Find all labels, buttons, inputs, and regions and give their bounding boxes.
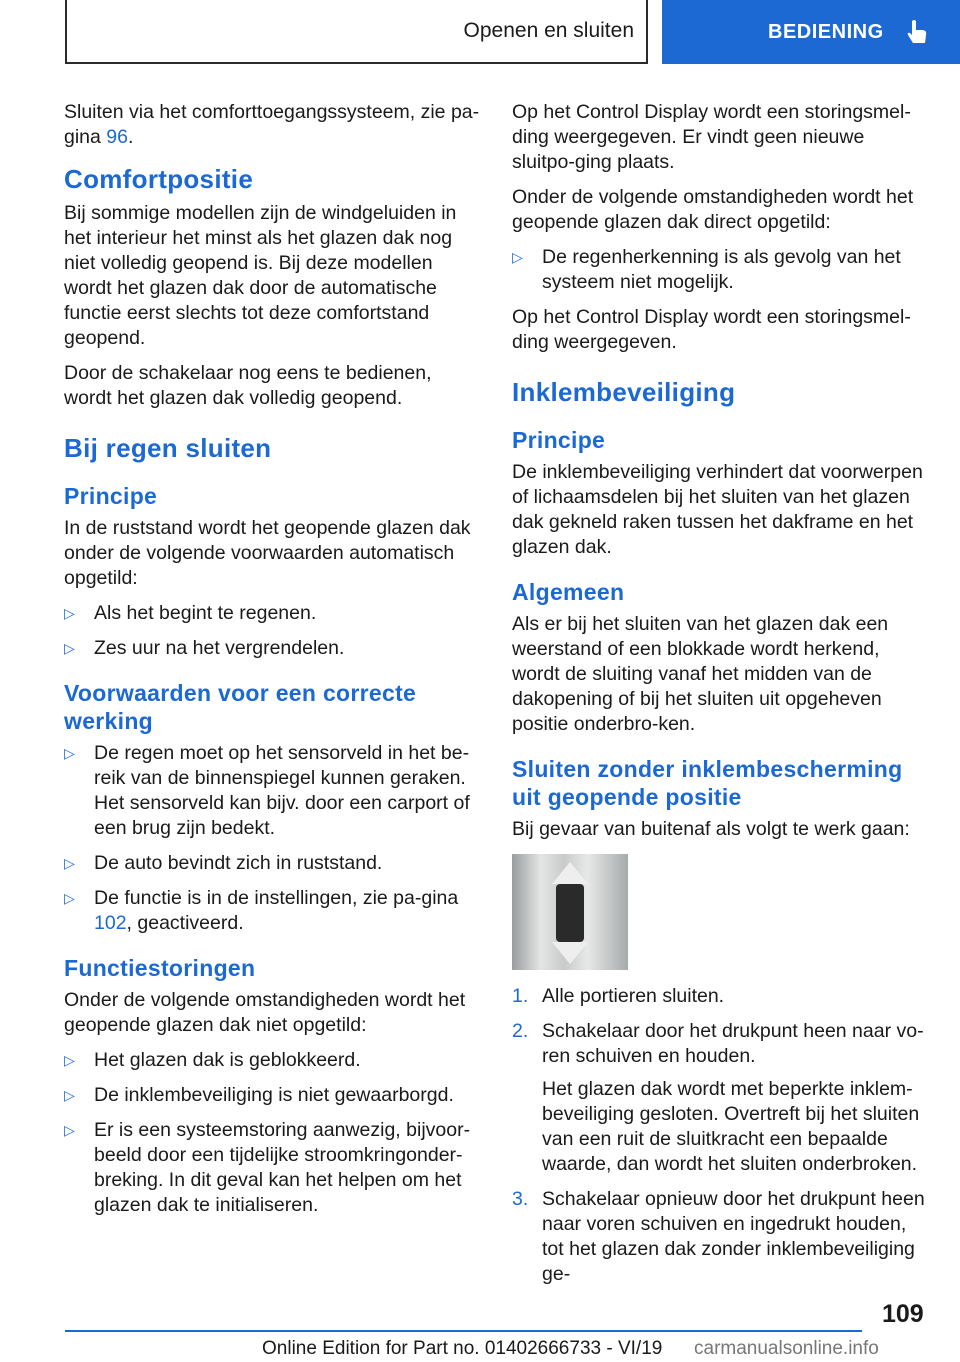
intro-paragraph: Sluiten via het comforttoegangssysteem, zie pa-gina 96. xyxy=(64,101,480,148)
heading-voorwaarden: Voorwaarden voor een correcte werking xyxy=(64,680,417,734)
storing-paragraph-3: Op het Control Display wordt een storingsmel-ding weergegeven. xyxy=(512,306,911,353)
step-note: Het glazen dak wordt met beperkte inklem-beveiliging gesloten. Overtreft bij het sluiten van een ruit de sluitkracht een bepaalde waarde, dan wordt het sluiten onderbroken. xyxy=(542,1078,920,1175)
heading-bij-regen-sluiten: Bij regen sluiten xyxy=(64,433,272,463)
footer-divider xyxy=(65,1330,862,1332)
running-header-section xyxy=(65,0,648,64)
switch-illustration xyxy=(512,854,628,970)
heading-comfortpositie: Comfortpositie xyxy=(64,164,254,194)
step-item: 1. Alle portieren sluiten. xyxy=(512,985,725,1007)
list-item: ▷ De functie is in de instellingen, zie pa-gina 102, geactiveerd. xyxy=(64,887,459,934)
page-link-96[interactable]: 96 xyxy=(106,126,128,148)
heading-principe-2: Principe xyxy=(512,427,606,453)
triangle-bullet-icon: ▷ xyxy=(64,1087,75,1103)
storing-paragraph-1: Op het Control Display wordt een storingsmel-ding weergegeven. Er vindt geen nieuwe sluitpo-ging plaats. xyxy=(512,101,911,173)
chapter-tab xyxy=(662,0,960,64)
heading-principe: Principe xyxy=(64,483,158,509)
page-number: 109 xyxy=(882,1300,924,1328)
triangle-bullet-icon: ▷ xyxy=(64,605,75,621)
storing-list xyxy=(512,245,928,295)
comfort-paragraph-2: Door de schakelaar nog eens te bedienen, wordt het glazen dak volledig geopend. xyxy=(64,362,432,409)
page-link-102[interactable]: 102 xyxy=(94,912,127,934)
step-item: 2. Schakelaar door het drukpunt heen naar vo-ren schuiven en houden. Het glazen dak wordt met beperkte inklem-beveiliging gesloten. Overtreft bij het sluiten van een ruit de sluitkracht een bepaalde waarde, dan wordt het sluiten onderbroken. xyxy=(512,1019,928,1177)
heading-inklembeveiliging: Inklembeveiliging xyxy=(512,377,736,407)
triangle-bullet-icon: ▷ xyxy=(64,1122,75,1138)
list-item: ▷ De auto bevindt zich in ruststand. xyxy=(64,852,383,874)
pinch-general-paragraph: Als er bij het sluiten van het glazen dak een weerstand of een blokkade wordt herkend, wordt de sluiting vanaf het midden van de dakopening of bij het sluiten uit opgeheven positie onderbro-ken. xyxy=(512,613,889,735)
steps-list xyxy=(512,984,928,1287)
list-item: ▷ De inklembeveiliging is niet gewaarborgd. xyxy=(64,1084,454,1106)
chapter-title: BEDIENING xyxy=(768,20,884,43)
faults-paragraph: Onder de volgende omstandigheden wordt het geopende glazen dak niet opgetild: xyxy=(64,989,466,1036)
heading-functiestoringen: Functiestoringen xyxy=(64,955,256,981)
arrow-up-icon xyxy=(552,862,588,884)
triangle-bullet-icon: ▷ xyxy=(64,890,75,906)
list-item: ▷ Er is een systeemstoring aanwezig, bijvoor-beeld door een tijdelijke stroomkringonder-breking. In dit geval kan het helpen om het glazen dak te initialiseren. xyxy=(64,1119,471,1216)
heading-algemeen: Algemeen xyxy=(512,579,625,605)
list-item: ▷ Als het begint te regenen. xyxy=(64,602,317,624)
hand-pointer-icon xyxy=(906,19,928,45)
right-column xyxy=(512,100,928,1297)
arrow-down-icon xyxy=(552,942,588,964)
triangle-bullet-icon: ▷ xyxy=(64,855,75,871)
pinch-principle-paragraph: De inklembeveiliging verhindert dat voorwerpen of lichaamsdelen bij het sluiten van het glazen dak gekneld raken tussen het dakframe en het glazen dak. xyxy=(512,461,923,558)
list-item: ▷ Zes uur na het vergrendelen. xyxy=(64,637,345,659)
list-item: ▷ De regen moet op het sensorveld in het be-reik van de binnenspiegel kunnen geraken. Het sensorveld kan bijv. door een carport of een brug zijn bedekt. xyxy=(64,742,470,839)
close-paragraph: Bij gevaar van buitenaf als volgt te werk gaan: xyxy=(512,818,910,840)
comfort-paragraph-1: Bij sommige modellen zijn de windgeluiden in het interieur het minst als het glazen dak nog niet volledig geopend is. Bij deze modellen wordt het glazen dak door de automatische functie eerst slechts tot deze comfortstand geopend. xyxy=(64,202,457,349)
triangle-bullet-icon: ▷ xyxy=(512,249,523,265)
list-item: ▷ De regenherkenning is als gevolg van het systeem niet mogelijk. xyxy=(512,246,901,293)
heading-sluiten-zonder: Sluiten zonder inklembescherming uit geopende positie xyxy=(512,756,903,810)
faults-list xyxy=(64,1048,480,1218)
principle-list xyxy=(64,601,480,661)
step-item: 3. Schakelaar opnieuw door het drukpunt heen naar voren schuiven en ingedrukt houden, tot het glazen dak zonder inklembeveiliging ge- xyxy=(512,1188,925,1285)
conditions-list xyxy=(64,741,480,936)
storing-paragraph-2: Onder de volgende omstandigheden wordt het geopende glazen dak direct opgetild: xyxy=(512,186,914,233)
watermark: carmanualsonline.info xyxy=(694,1338,879,1359)
triangle-bullet-icon: ▷ xyxy=(64,640,75,656)
principle-paragraph: In de ruststand wordt het geopende glazen dak onder de volgende voorwaarden automatisch opgetild: xyxy=(64,517,471,589)
left-column xyxy=(64,100,480,1228)
triangle-bullet-icon: ▷ xyxy=(64,745,75,761)
roof-switch xyxy=(556,884,584,942)
list-item: ▷ Het glazen dak is geblokkeerd. xyxy=(64,1049,361,1071)
footer-edition: Online Edition for Part no. 01402666733 - VI/19 xyxy=(262,1338,663,1359)
triangle-bullet-icon: ▷ xyxy=(64,1052,75,1068)
section-title: Openen en sluiten xyxy=(463,19,634,42)
